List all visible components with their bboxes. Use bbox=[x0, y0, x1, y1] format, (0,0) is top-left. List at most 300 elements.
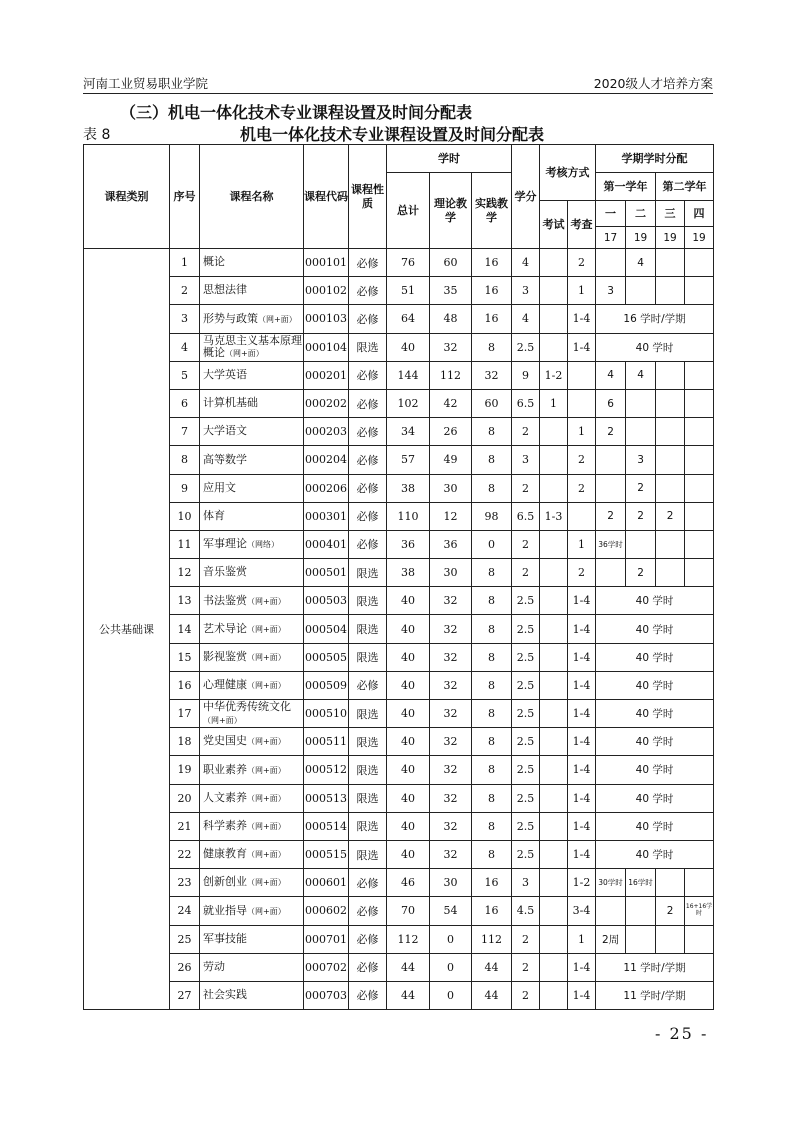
theory-hours-cell: 42 bbox=[430, 389, 472, 417]
credit-cell: 2 bbox=[512, 953, 540, 981]
course-name: 就业指导 bbox=[203, 903, 247, 917]
check-cell: 2 bbox=[568, 559, 596, 587]
table-row bbox=[84, 643, 714, 671]
total-hours-cell: 46 bbox=[387, 869, 430, 897]
course-name: 军事技能 bbox=[203, 931, 247, 945]
course-nature-cell: 必修 bbox=[349, 953, 387, 981]
seq-cell: 22 bbox=[170, 840, 200, 868]
exam-cell bbox=[540, 277, 568, 305]
credit-cell: 2.5 bbox=[512, 756, 540, 784]
semester-4-cell bbox=[685, 502, 714, 530]
course-name: 马克思主义基本原理概论 bbox=[203, 333, 302, 360]
seq-cell: 11 bbox=[170, 530, 200, 558]
course-nature-cell: 限选 bbox=[349, 700, 387, 728]
seq-cell: 10 bbox=[170, 502, 200, 530]
course-name: 高等数学 bbox=[203, 452, 247, 466]
practice-hours-cell: 8 bbox=[472, 700, 512, 728]
exam-cell bbox=[540, 530, 568, 558]
course-code-cell: 000514 bbox=[304, 812, 349, 840]
semester-3-cell bbox=[656, 446, 685, 474]
course-name-cell bbox=[200, 389, 304, 417]
course-code-cell: 000510 bbox=[304, 700, 349, 728]
credit-cell: 2.5 bbox=[512, 643, 540, 671]
check-cell: 1-4 bbox=[568, 840, 596, 868]
course-name: 音乐鉴赏 bbox=[203, 565, 247, 579]
practice-hours-cell: 8 bbox=[472, 840, 512, 868]
course-name: 健康教育 bbox=[203, 847, 247, 861]
theory-hours-cell: 32 bbox=[430, 840, 472, 868]
table-row bbox=[84, 587, 714, 615]
credit-cell: 2.5 bbox=[512, 812, 540, 840]
semester-2-cell bbox=[626, 389, 656, 417]
course-code-cell: 000702 bbox=[304, 953, 349, 981]
course-name: 中华优秀传统文化 bbox=[203, 699, 291, 713]
check-cell: 3-4 bbox=[568, 897, 596, 925]
table-row bbox=[84, 277, 714, 305]
course-name: 体育 bbox=[203, 508, 225, 522]
semester-2-cell: 4 bbox=[626, 361, 656, 389]
course-name-cell bbox=[200, 784, 304, 812]
exam-cell bbox=[540, 784, 568, 812]
practice-hours-cell: 16 bbox=[472, 249, 512, 277]
exam-cell bbox=[540, 249, 568, 277]
semester-1-cell: 3 bbox=[596, 277, 626, 305]
course-name-note: （网+面） bbox=[258, 314, 297, 324]
seq-cell: 8 bbox=[170, 446, 200, 474]
theory-hours-cell: 35 bbox=[430, 277, 472, 305]
total-hours-cell: 40 bbox=[387, 812, 430, 840]
course-nature-cell: 限选 bbox=[349, 587, 387, 615]
theory-hours-cell: 49 bbox=[430, 446, 472, 474]
semester-1-cell bbox=[596, 249, 626, 277]
seq-cell: 18 bbox=[170, 728, 200, 756]
credit-cell: 2 bbox=[512, 474, 540, 502]
seq-cell: 25 bbox=[170, 925, 200, 953]
course-nature-cell: 必修 bbox=[349, 305, 387, 333]
semester-span-cell: 40 学时 bbox=[596, 728, 714, 756]
course-name: 科学素养 bbox=[203, 819, 247, 833]
credit-cell: 4 bbox=[512, 249, 540, 277]
course-nature-cell: 必修 bbox=[349, 981, 387, 1009]
exam-cell bbox=[540, 812, 568, 840]
table-row bbox=[84, 249, 714, 277]
col-sem-3: 三 bbox=[656, 201, 685, 227]
course-name-cell bbox=[200, 840, 304, 868]
course-name-cell bbox=[200, 869, 304, 897]
course-code-cell: 000601 bbox=[304, 869, 349, 897]
practice-hours-cell: 8 bbox=[472, 446, 512, 474]
table-row bbox=[84, 981, 714, 1009]
practice-hours-cell: 16 bbox=[472, 897, 512, 925]
check-cell: 1-4 bbox=[568, 333, 596, 361]
category-cell: 公共基础课 bbox=[84, 249, 170, 1010]
total-hours-cell: 110 bbox=[387, 502, 430, 530]
exam-cell bbox=[540, 587, 568, 615]
course-name-note: （网+面） bbox=[247, 652, 286, 662]
course-name: 计算机基础 bbox=[203, 396, 258, 410]
practice-hours-cell: 8 bbox=[472, 418, 512, 446]
seq-cell: 24 bbox=[170, 897, 200, 925]
course-code-cell: 000513 bbox=[304, 784, 349, 812]
page-header bbox=[83, 74, 713, 92]
table-row bbox=[84, 305, 714, 333]
check-cell: 1 bbox=[568, 277, 596, 305]
credit-cell: 3 bbox=[512, 869, 540, 897]
semester-2-cell: 3 bbox=[626, 446, 656, 474]
course-code-cell: 000104 bbox=[304, 333, 349, 361]
semester-3-cell bbox=[656, 249, 685, 277]
exam-cell bbox=[540, 953, 568, 981]
exam-cell bbox=[540, 897, 568, 925]
course-name-note: （网+面） bbox=[247, 822, 286, 832]
seq-cell: 2 bbox=[170, 277, 200, 305]
check-cell bbox=[568, 389, 596, 417]
semester-span-cell: 40 学时 bbox=[596, 587, 714, 615]
course-name-cell bbox=[200, 587, 304, 615]
exam-cell bbox=[540, 643, 568, 671]
exam-cell bbox=[540, 559, 568, 587]
table-row bbox=[84, 389, 714, 417]
semester-2-cell: 2 bbox=[626, 502, 656, 530]
table-row bbox=[84, 840, 714, 868]
course-name-note: （网+面） bbox=[203, 715, 242, 725]
check-cell: 1-4 bbox=[568, 812, 596, 840]
course-code-cell: 000301 bbox=[304, 502, 349, 530]
semester-4-cell bbox=[685, 925, 714, 953]
course-name-note: （网+面） bbox=[247, 681, 286, 691]
course-name-note: （网+面） bbox=[247, 906, 286, 916]
credit-cell: 4.5 bbox=[512, 897, 540, 925]
course-name-cell bbox=[200, 728, 304, 756]
semester-4-cell bbox=[685, 277, 714, 305]
course-name-note: （网+面） bbox=[247, 765, 286, 775]
course-nature-cell: 必修 bbox=[349, 277, 387, 305]
practice-hours-cell: 8 bbox=[472, 559, 512, 587]
course-name: 社会实践 bbox=[203, 988, 247, 1002]
col-check: 考查 bbox=[568, 201, 596, 249]
practice-hours-cell: 8 bbox=[472, 812, 512, 840]
credit-cell: 3 bbox=[512, 277, 540, 305]
credit-cell: 2.5 bbox=[512, 700, 540, 728]
course-name-note: （网+面） bbox=[225, 349, 264, 359]
total-hours-cell: 44 bbox=[387, 981, 430, 1009]
semester-4-cell bbox=[685, 559, 714, 587]
course-nature-cell: 必修 bbox=[349, 361, 387, 389]
total-hours-cell: 40 bbox=[387, 671, 430, 699]
course-nature-cell: 限选 bbox=[349, 812, 387, 840]
section-title: （三）机电一体化技术专业课程设置及时间分配表 bbox=[120, 103, 473, 122]
seq-cell: 14 bbox=[170, 615, 200, 643]
col-total: 总计 bbox=[387, 173, 430, 249]
course-name: 党史国史 bbox=[203, 734, 247, 748]
course-name: 形势与政策 bbox=[203, 311, 258, 325]
practice-hours-cell: 8 bbox=[472, 643, 512, 671]
course-code-cell: 000511 bbox=[304, 728, 349, 756]
table-row bbox=[84, 361, 714, 389]
seq-cell: 21 bbox=[170, 812, 200, 840]
course-name: 思想法律 bbox=[203, 283, 247, 297]
course-code-cell: 000701 bbox=[304, 925, 349, 953]
course-name: 书法鉴赏 bbox=[203, 593, 247, 607]
theory-hours-cell: 0 bbox=[430, 981, 472, 1009]
total-hours-cell: 40 bbox=[387, 700, 430, 728]
total-hours-cell: 40 bbox=[387, 587, 430, 615]
course-nature-cell: 限选 bbox=[349, 840, 387, 868]
course-name-note: （网络） bbox=[247, 540, 279, 550]
course-name-note: （网+面） bbox=[247, 878, 286, 888]
exam-cell bbox=[540, 418, 568, 446]
course-code-cell: 000206 bbox=[304, 474, 349, 502]
course-nature-cell: 必修 bbox=[349, 925, 387, 953]
practice-hours-cell: 16 bbox=[472, 305, 512, 333]
practice-hours-cell: 8 bbox=[472, 474, 512, 502]
total-hours-cell: 36 bbox=[387, 530, 430, 558]
check-cell bbox=[568, 361, 596, 389]
col-exam: 考试 bbox=[540, 201, 568, 249]
col-name: 课程名称 bbox=[200, 145, 304, 249]
theory-hours-cell: 32 bbox=[430, 615, 472, 643]
course-nature-cell: 必修 bbox=[349, 530, 387, 558]
semester-1-cell bbox=[596, 474, 626, 502]
semester-span-cell: 40 学时 bbox=[596, 840, 714, 868]
theory-hours-cell: 36 bbox=[430, 530, 472, 558]
col-sem-2: 二 bbox=[626, 201, 656, 227]
theory-hours-cell: 32 bbox=[430, 756, 472, 784]
col-year2: 第二学年 bbox=[656, 173, 714, 201]
course-name-cell bbox=[200, 812, 304, 840]
semester-span-cell: 16 学时/学期 bbox=[596, 305, 714, 333]
course-name-cell bbox=[200, 897, 304, 925]
seq-cell: 26 bbox=[170, 953, 200, 981]
exam-cell bbox=[540, 305, 568, 333]
semester-2-cell bbox=[626, 418, 656, 446]
practice-hours-cell: 16 bbox=[472, 869, 512, 897]
check-cell: 1-4 bbox=[568, 305, 596, 333]
course-name: 劳动 bbox=[203, 959, 225, 973]
course-name: 人文素养 bbox=[203, 790, 247, 804]
seq-cell: 17 bbox=[170, 700, 200, 728]
exam-cell bbox=[540, 700, 568, 728]
course-name-cell bbox=[200, 249, 304, 277]
semester-span-cell: 40 学时 bbox=[596, 615, 714, 643]
credit-cell: 2 bbox=[512, 559, 540, 587]
course-nature-cell: 限选 bbox=[349, 728, 387, 756]
check-cell: 2 bbox=[568, 474, 596, 502]
course-code-cell: 000505 bbox=[304, 643, 349, 671]
course-name-cell bbox=[200, 559, 304, 587]
header-doc-title: 2020级人才培养方案 bbox=[593, 76, 713, 91]
practice-hours-cell: 60 bbox=[472, 389, 512, 417]
check-cell: 1-2 bbox=[568, 869, 596, 897]
credit-cell: 9 bbox=[512, 361, 540, 389]
total-hours-cell: 40 bbox=[387, 615, 430, 643]
course-nature-cell: 必修 bbox=[349, 897, 387, 925]
table-row bbox=[84, 418, 714, 446]
theory-hours-cell: 30 bbox=[430, 869, 472, 897]
semester-3-cell: 2 bbox=[656, 502, 685, 530]
credit-cell: 2 bbox=[512, 530, 540, 558]
seq-cell: 9 bbox=[170, 474, 200, 502]
seq-cell: 5 bbox=[170, 361, 200, 389]
practice-hours-cell: 16 bbox=[472, 277, 512, 305]
seq-cell: 15 bbox=[170, 643, 200, 671]
exam-cell bbox=[540, 615, 568, 643]
table-row bbox=[84, 502, 714, 530]
semester-4-cell bbox=[685, 249, 714, 277]
semester-4-cell bbox=[685, 418, 714, 446]
course-code-cell: 000503 bbox=[304, 587, 349, 615]
semester-1-cell bbox=[596, 559, 626, 587]
semester-3-cell bbox=[656, 869, 685, 897]
course-nature-cell: 限选 bbox=[349, 333, 387, 361]
semester-span-cell: 40 学时 bbox=[596, 333, 714, 361]
semester-2-cell: 16学时 bbox=[626, 869, 656, 897]
practice-hours-cell: 44 bbox=[472, 981, 512, 1009]
total-hours-cell: 57 bbox=[387, 446, 430, 474]
course-nature-cell: 限选 bbox=[349, 615, 387, 643]
seq-cell: 12 bbox=[170, 559, 200, 587]
semester-1-cell: 36学时 bbox=[596, 530, 626, 558]
semester-span-cell: 11 学时/学期 bbox=[596, 953, 714, 981]
weeks-sem-4: 19 bbox=[685, 227, 714, 249]
course-name-note: （网+面） bbox=[247, 793, 286, 803]
course-code-cell: 000512 bbox=[304, 756, 349, 784]
seq-cell: 27 bbox=[170, 981, 200, 1009]
check-cell: 1-4 bbox=[568, 784, 596, 812]
semester-4-cell bbox=[685, 446, 714, 474]
course-name: 概论 bbox=[203, 255, 225, 269]
exam-cell bbox=[540, 671, 568, 699]
exam-cell: 1-2 bbox=[540, 361, 568, 389]
practice-hours-cell: 0 bbox=[472, 530, 512, 558]
semester-span-cell: 40 学时 bbox=[596, 756, 714, 784]
col-seq: 序号 bbox=[170, 145, 200, 249]
theory-hours-cell: 32 bbox=[430, 728, 472, 756]
credit-cell: 2.5 bbox=[512, 784, 540, 812]
total-hours-cell: 40 bbox=[387, 643, 430, 671]
total-hours-cell: 144 bbox=[387, 361, 430, 389]
total-hours-cell: 64 bbox=[387, 305, 430, 333]
table-row bbox=[84, 671, 714, 699]
semester-3-cell bbox=[656, 559, 685, 587]
course-name-cell bbox=[200, 277, 304, 305]
course-nature-cell: 限选 bbox=[349, 559, 387, 587]
credit-cell: 2.5 bbox=[512, 587, 540, 615]
credit-cell: 2 bbox=[512, 418, 540, 446]
weeks-sem-2: 19 bbox=[626, 227, 656, 249]
col-exam-mode: 考核方式 bbox=[540, 145, 596, 201]
seq-cell: 23 bbox=[170, 869, 200, 897]
col-category: 课程类别 bbox=[84, 145, 170, 249]
course-name-cell bbox=[200, 530, 304, 558]
credit-cell: 2 bbox=[512, 925, 540, 953]
table-row bbox=[84, 728, 714, 756]
course-code-cell: 000703 bbox=[304, 981, 349, 1009]
check-cell: 1-4 bbox=[568, 615, 596, 643]
theory-hours-cell: 32 bbox=[430, 643, 472, 671]
check-cell: 2 bbox=[568, 446, 596, 474]
col-sem-1: 一 bbox=[596, 201, 626, 227]
semester-1-cell: 6 bbox=[596, 389, 626, 417]
total-hours-cell: 51 bbox=[387, 277, 430, 305]
credit-cell: 6.5 bbox=[512, 502, 540, 530]
semester-1-cell: 2 bbox=[596, 418, 626, 446]
col-code: 课程代码 bbox=[304, 145, 349, 249]
practice-hours-cell: 8 bbox=[472, 333, 512, 361]
seq-cell: 16 bbox=[170, 671, 200, 699]
table-title: 机电一体化技术专业课程设置及时间分配表 bbox=[240, 125, 545, 144]
table-row bbox=[84, 812, 714, 840]
semester-3-cell bbox=[656, 925, 685, 953]
exam-cell bbox=[540, 925, 568, 953]
weeks-sem-3: 19 bbox=[656, 227, 685, 249]
course-name-cell bbox=[200, 671, 304, 699]
seq-cell: 13 bbox=[170, 587, 200, 615]
semester-2-cell bbox=[626, 530, 656, 558]
course-name-cell bbox=[200, 615, 304, 643]
course-code-cell: 000504 bbox=[304, 615, 349, 643]
course-code-cell: 000201 bbox=[304, 361, 349, 389]
check-cell: 1-4 bbox=[568, 756, 596, 784]
course-name-cell bbox=[200, 981, 304, 1009]
col-credit: 学分 bbox=[512, 145, 540, 249]
total-hours-cell: 34 bbox=[387, 418, 430, 446]
theory-hours-cell: 26 bbox=[430, 418, 472, 446]
check-cell: 1-4 bbox=[568, 700, 596, 728]
credit-cell: 2 bbox=[512, 981, 540, 1009]
check-cell: 1-4 bbox=[568, 587, 596, 615]
col-sem-dist: 学期学时分配 bbox=[596, 145, 714, 173]
theory-hours-cell: 112 bbox=[430, 361, 472, 389]
practice-hours-cell: 32 bbox=[472, 361, 512, 389]
total-hours-cell: 76 bbox=[387, 249, 430, 277]
theory-hours-cell: 32 bbox=[430, 784, 472, 812]
course-name: 大学英语 bbox=[203, 368, 247, 382]
practice-hours-cell: 8 bbox=[472, 587, 512, 615]
table-row bbox=[84, 925, 714, 953]
check-cell: 1-4 bbox=[568, 671, 596, 699]
curriculum-table bbox=[83, 144, 714, 1010]
credit-cell: 2.5 bbox=[512, 615, 540, 643]
theory-hours-cell: 0 bbox=[430, 953, 472, 981]
header-school: 河南工业贸易职业学院 bbox=[83, 76, 209, 91]
table-row bbox=[84, 333, 714, 361]
course-code-cell: 000204 bbox=[304, 446, 349, 474]
total-hours-cell: 38 bbox=[387, 474, 430, 502]
semester-span-cell: 40 学时 bbox=[596, 784, 714, 812]
course-name: 应用文 bbox=[203, 480, 236, 494]
semester-4-cell bbox=[685, 389, 714, 417]
header-rule bbox=[83, 93, 713, 94]
credit-cell: 2.5 bbox=[512, 840, 540, 868]
credit-cell: 2.5 bbox=[512, 671, 540, 699]
course-code-cell: 000509 bbox=[304, 671, 349, 699]
col-year1: 第一学年 bbox=[596, 173, 656, 201]
exam-cell bbox=[540, 728, 568, 756]
course-nature-cell: 必修 bbox=[349, 249, 387, 277]
check-cell: 1-4 bbox=[568, 953, 596, 981]
course-name: 艺术导论 bbox=[203, 621, 247, 635]
course-nature-cell: 限选 bbox=[349, 784, 387, 812]
semester-2-cell: 2 bbox=[626, 559, 656, 587]
semester-4-cell bbox=[685, 530, 714, 558]
table-row bbox=[84, 869, 714, 897]
practice-hours-cell: 8 bbox=[472, 756, 512, 784]
table-row bbox=[84, 446, 714, 474]
col-practice: 实践教学 bbox=[472, 173, 512, 249]
course-code-cell: 000401 bbox=[304, 530, 349, 558]
semester-2-cell bbox=[626, 897, 656, 925]
